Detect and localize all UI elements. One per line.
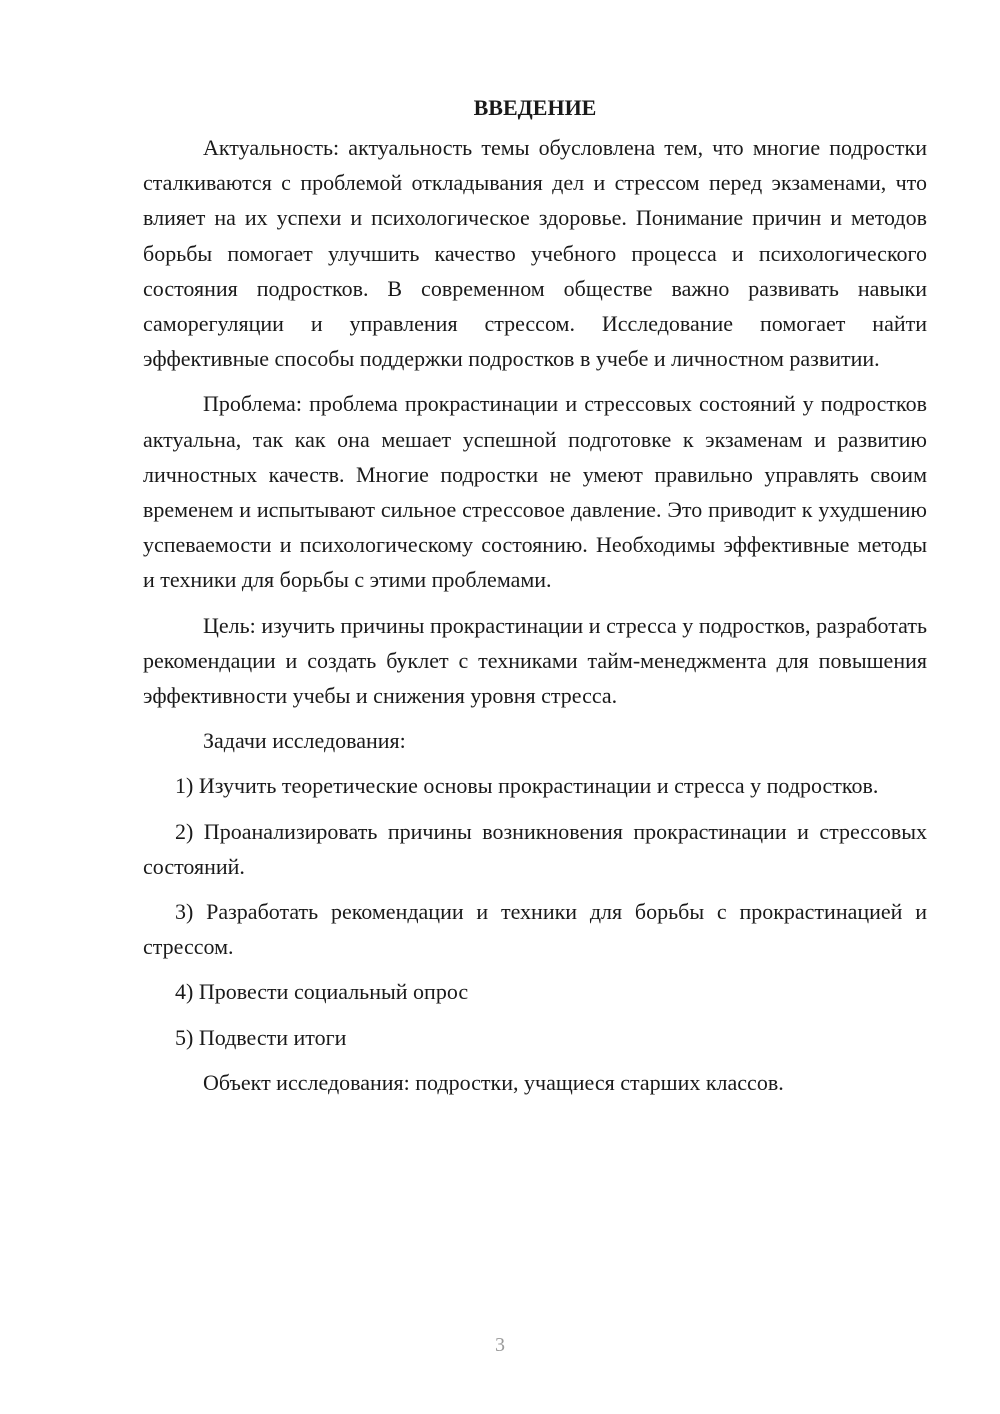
paragraph-relevance: Актуальность: актуальность темы обусловлена тем, что многие подростки сталкиваются с проблемой откладывания дел и стрессом перед экзаменами, что влияет на их успехи и психологическое здоровье. Понимание причин и методов борьбы помогает улучшить качество учебного процесса и психологического состояния подростков. В современном обществе важно развивать навыки саморегуляции и управления стрессом. Исследование помогает найти эффективные способы поддержки подростков в учебе и личностном развитии. xyxy=(143,135,927,372)
task-item-1: 1) Изучить теоретические основы прокрастинации и стресса у подростков. xyxy=(175,773,879,799)
page-number: 3 xyxy=(495,1334,505,1356)
paragraph-object: Объект исследования: подростки, учащиеся старших классов. xyxy=(203,1069,784,1095)
page-content xyxy=(143,90,927,1110)
task-item-5: 5) Подвести итоги xyxy=(175,1024,347,1050)
paragraph-goal: Цель: изучить причины прокрастинации и стресса у подростков, разработать рекомендации и создать буклет с техниками тайм-менеджмента для повышения эффективности учебы и снижения уровня стресса. xyxy=(143,612,927,709)
task-item-4: 4) Провести социальный опрос xyxy=(175,979,469,1005)
task-item-3: 3) Разработать рекомендации и техники для борьбы с прокрастинацией и стрессом. xyxy=(143,899,927,960)
paragraph-problem: Проблема: проблема прокрастинации и стрессовых состояний у подростков актуальна, так как она мешает успешной подготовке к экзаменам и развитию личностных качеств. Многие подростки не умеют правильно управлять своим временем и испытывают сильное стрессовое давление. Это приводит к ухудшению успеваемости и психологическому состоянию. Необходимы эффективные методы и техники для борьбы с этими проблемами. xyxy=(143,391,927,593)
task-item-2: 2) Проанализировать причины возникновения прокрастинации и стрессовых состояний. xyxy=(143,818,927,879)
tasks-heading: Задачи исследования: xyxy=(203,728,406,754)
section-title: ВВЕДЕНИЕ xyxy=(473,95,597,120)
